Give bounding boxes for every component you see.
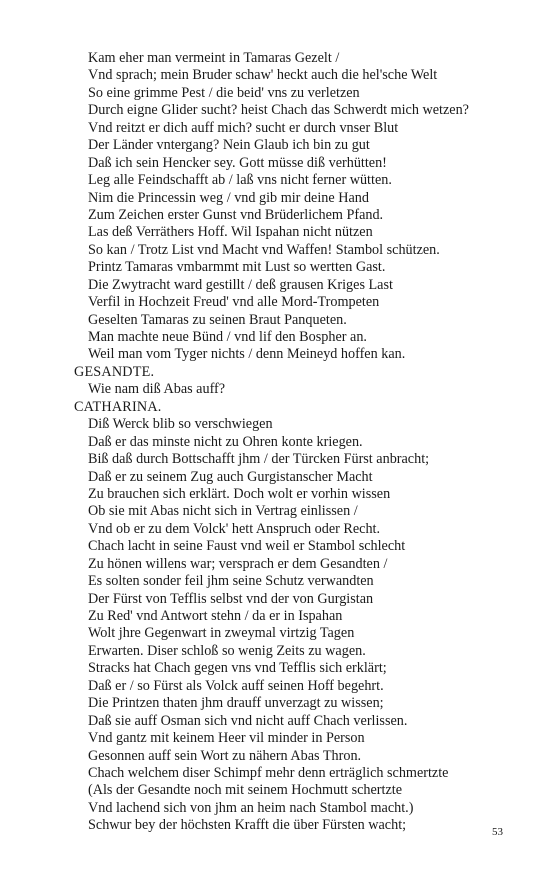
verse-line: Daß er zu seinem Zug auch Gurgistanscher Macht	[88, 468, 373, 485]
verse-line: Weil man vom Tyger nichts / denn Meineyd hoffen kan.	[88, 346, 406, 363]
verse-line: Erwarten. Diser schloß so wenig Zeits zu wagen.	[88, 642, 366, 659]
verse-line: So kan / Trotz List vnd Macht vnd Waffen! Stambol schützen.	[88, 241, 440, 258]
verse-line: Schwur bey der höchsten Krafft die über Fürsten wacht;	[88, 817, 407, 834]
verse-line: Man machte neue Bünd / vnd lif den Bospher an.	[88, 329, 367, 345]
verse-line: Zu Red' vnd Antwort stehn / da er in Ispahan	[88, 608, 343, 624]
verse-line: Daß sie auff Osman sich vnd nicht auff Chach verlissen.	[88, 712, 408, 729]
drama-text	[74, 50, 534, 835]
verse-line: Las deß Verräthers Hoff. Wil Ispahan nicht nützen	[88, 224, 373, 241]
verse-line: Daß ich sein Hencker sey. Gott müsse diß verhütten!	[88, 154, 387, 171]
verse-line: Vnd sprach; mein Bruder schaw' heckt auch die hel'sche Welt	[88, 67, 438, 84]
verse-line: Chach welchem diser Schimpf mehr denn erträglich schmertzte	[88, 764, 449, 781]
verse-line: Zum Zeichen erster Gunst vnd Brüderlichem Pfand.	[88, 206, 384, 223]
verse-line: Daß er / so Fürst als Volck auff seinen Hoff begehrt.	[88, 677, 384, 694]
verse-line: Geselten Tamaras zu seinen Braut Panqueten.	[88, 311, 347, 328]
verse-line: Daß er das minste nicht zu Ohren konte kriegen.	[88, 433, 363, 450]
verse-line: Stracks hat Chach gegen vns vnd Tefflis sich erklärt;	[88, 660, 387, 677]
verse-line: Kam eher man vermeint in Tamaras Gezelt /	[88, 50, 340, 66]
verse-line: Der Fürst von Tefflis selbst vnd der von Gurgistan	[88, 590, 374, 607]
speaker-name: GESANDTE.	[74, 363, 155, 380]
verse-line: Nim die Princessin weg / vnd gib mir deine Hand	[88, 189, 369, 206]
verse-line: Wolt jhre Gegenwart in zweymal virtzig Tagen	[88, 625, 355, 642]
verse-line: Wie nam diß Abas auff?	[88, 381, 226, 398]
verse-line: Ob sie mit Abas nicht sich in Vertrag einlissen /	[88, 503, 358, 520]
verse-line: (Als der Gesandte noch mit seinem Hochmutt schertzte	[88, 782, 403, 799]
verse-line: Gesonnen auff sein Wort zu nähern Abas Thron.	[88, 747, 362, 764]
verse-line: Durch eigne Glider sucht? heist Chach das Schwerdt mich wetzen?	[88, 102, 469, 119]
verse-line: Die Printzen thaten jhm drauff unverzagt zu wissen;	[88, 695, 384, 712]
verse-line: Verfil in Hochzeit Freud' vnd alle Mord-Trompeten	[88, 294, 380, 311]
verse-line: Vnd gantz mit keinem Heer vil minder in Person	[88, 730, 365, 747]
speaker-name: CATHARINA.	[74, 398, 162, 415]
verse-line: Vnd ob er zu dem Volck' hett Anspruch oder Recht.	[88, 520, 381, 537]
verse-line: Vnd lachend sich von jhm an heim nach Stambol macht.)	[88, 799, 414, 816]
verse-line: Der Länder vntergang? Nein Glaub ich bin zu gut	[88, 137, 370, 154]
verse-line: Chach lacht in seine Faust vnd weil er Stambol schlecht	[88, 538, 406, 555]
verse-line: Printz Tamaras vmbarmmt mit Lust so wertten Gast.	[88, 259, 386, 276]
verse-line: Vnd reitzt er dich auff mich? sucht er durch vnser Blut	[88, 119, 399, 136]
verse-line: Zu brauchen sich erklärt. Doch wolt er vorhin wissen	[88, 485, 391, 502]
page-number: 53	[492, 826, 503, 838]
verse-line: So eine grimme Pest / die beid' vns zu verletzen	[88, 84, 360, 101]
verse-line: Diß Werck blib so verschwiegen	[88, 416, 273, 433]
verse-line: Die Zwytracht ward gestillt / deß grausen Kriges Last	[88, 276, 393, 293]
verse-line: Biß daß durch Bottschafft jhm / der Türcken Fürst anbracht;	[88, 451, 430, 468]
verse-line: Zu hönen willens war; versprach er dem Gesandten /	[88, 555, 388, 572]
verse-line: Leg alle Feindschafft ab / laß vns nicht ferner wütten.	[88, 172, 392, 189]
verse-line: Es solten sonder feil jhm seine Schutz verwandten	[88, 573, 374, 590]
